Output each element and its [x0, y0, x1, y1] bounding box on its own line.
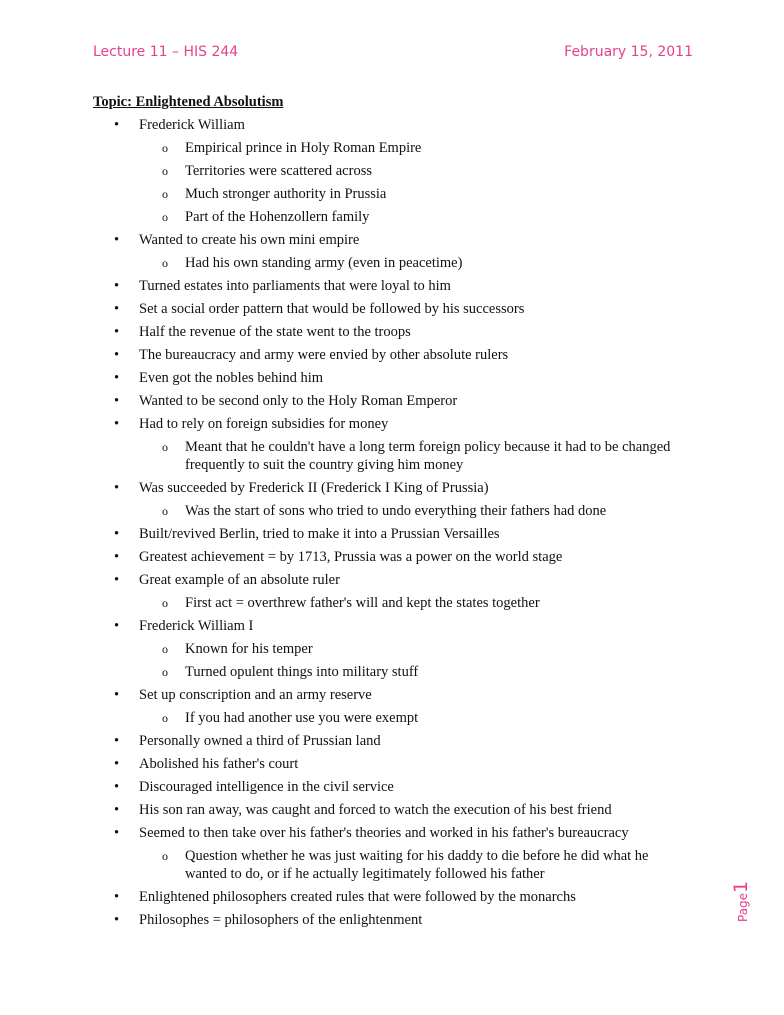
bullet-item: [93, 888, 693, 906]
bullet-item: [93, 911, 693, 929]
lecture-date: February 15, 2011: [564, 44, 693, 60]
bullet-item: [93, 116, 693, 226]
sub-bullet-list: [139, 438, 693, 474]
sub-bullet-item: o Was the start of sons who tried to undo everything their fathers had done: [139, 502, 693, 520]
bullet-item: [93, 323, 693, 341]
sub-bullet-item: o Had his own standing army (even in peacetime): [139, 254, 693, 272]
sub-bullet-list: [139, 640, 693, 681]
sub-bullet-item: o Empirical prince in Holy Roman Empire: [139, 139, 693, 157]
page-header: [93, 44, 693, 68]
bullet-item: [93, 571, 693, 612]
bullet-text: Greatest achievement = by 1713, Prussia was a power on the world stage: [139, 549, 563, 565]
sub-bullet-item: o Part of the Hohenzollern family: [139, 208, 693, 226]
page-number-label: [730, 872, 754, 922]
bullet-text: Set a social order pattern that would be followed by his successors: [139, 301, 525, 317]
sub-bullet-item: o Much stronger authority in Prussia: [139, 185, 693, 203]
bullet-text: Even got the nobles behind him: [139, 370, 324, 386]
notes-body: [93, 93, 693, 934]
bullet-item: [93, 824, 693, 883]
sub-bullet-list: [139, 594, 693, 612]
bullet-item: [93, 479, 693, 520]
sub-bullet-item: o Meant that he couldn't have a long term foreign policy because it had to be changed frequently to suit the country giving him money: [139, 438, 693, 474]
bullet-text: Frederick William I: [139, 618, 254, 634]
lecture-title: Lecture 11 – HIS 244: [93, 44, 239, 60]
bullet-text: Frederick William: [139, 117, 245, 133]
bullet-text: Personally owned a third of Prussian land: [139, 733, 381, 749]
bullet-item: [93, 548, 693, 566]
bullet-item: [93, 369, 693, 387]
sub-bullet-list: [139, 847, 693, 883]
bullet-text: Enlightened philosophers created rules that were followed by the monarchs: [139, 889, 576, 905]
sub-bullet-item: o Question whether he was just waiting for his daddy to die before he did what he wanted to do, or if he actually legitimately followed his father: [139, 847, 693, 883]
bullet-item: [93, 231, 693, 272]
bullet-text: His son ran away, was caught and forced to watch the execution of his best friend: [139, 802, 612, 818]
bullet-item: [93, 755, 693, 773]
page-number: 1: [730, 880, 752, 893]
bullet-text: Had to rely on foreign subsidies for money: [139, 416, 389, 432]
sub-bullet-list: [139, 502, 693, 520]
bullet-list: [93, 116, 693, 929]
sub-bullet-item: o First act = overthrew father's will and kept the states together: [139, 594, 693, 612]
sub-bullet-list: [139, 139, 693, 226]
bullet-item: [93, 778, 693, 796]
sub-bullet-item: o Known for his temper: [139, 640, 693, 658]
bullet-text: Wanted to be second only to the Holy Roman Emperor: [139, 393, 458, 409]
bullet-text: Was succeeded by Frederick II (Frederick I King of Prussia): [139, 480, 489, 496]
sub-bullet-item: o If you had another use you were exempt: [139, 709, 693, 727]
bullet-item: [93, 686, 693, 727]
bullet-item: [93, 300, 693, 318]
bullet-item: [93, 617, 693, 681]
bullet-text: The bureaucracy and army were envied by other absolute rulers: [139, 347, 509, 363]
sub-bullet-list: [139, 254, 693, 272]
bullet-text: Built/revived Berlin, tried to make it into a Prussian Versailles: [139, 526, 500, 542]
bullet-item: [93, 525, 693, 543]
topic-heading: Topic: Enlightened Absolutism: [93, 94, 284, 110]
bullet-item: [93, 346, 693, 364]
bullet-text: Philosophes = philosophers of the enlightenment: [139, 912, 423, 928]
sub-bullet-list: [139, 709, 693, 727]
bullet-text: Great example of an absolute ruler: [139, 572, 340, 588]
bullet-item: [93, 277, 693, 295]
bullet-text: Discouraged intelligence in the civil service: [139, 779, 394, 795]
page-word: Page: [736, 892, 750, 922]
bullet-item: [93, 392, 693, 410]
bullet-text: Turned estates into parliaments that were loyal to him: [139, 278, 451, 294]
bullet-item: [93, 732, 693, 750]
bullet-item: [93, 415, 693, 474]
sub-bullet-item: o Turned opulent things into military stuff: [139, 663, 693, 681]
bullet-text: Wanted to create his own mini empire: [139, 232, 360, 248]
bullet-text: Abolished his father's court: [139, 756, 299, 772]
bullet-text: Set up conscription and an army reserve: [139, 687, 372, 703]
bullet-item: [93, 801, 693, 819]
bullet-text: Half the revenue of the state went to the troops: [139, 324, 411, 340]
bullet-text: Seemed to then take over his father's theories and worked in his father's bureaucracy: [139, 825, 629, 841]
sub-bullet-item: o Territories were scattered across: [139, 162, 693, 180]
